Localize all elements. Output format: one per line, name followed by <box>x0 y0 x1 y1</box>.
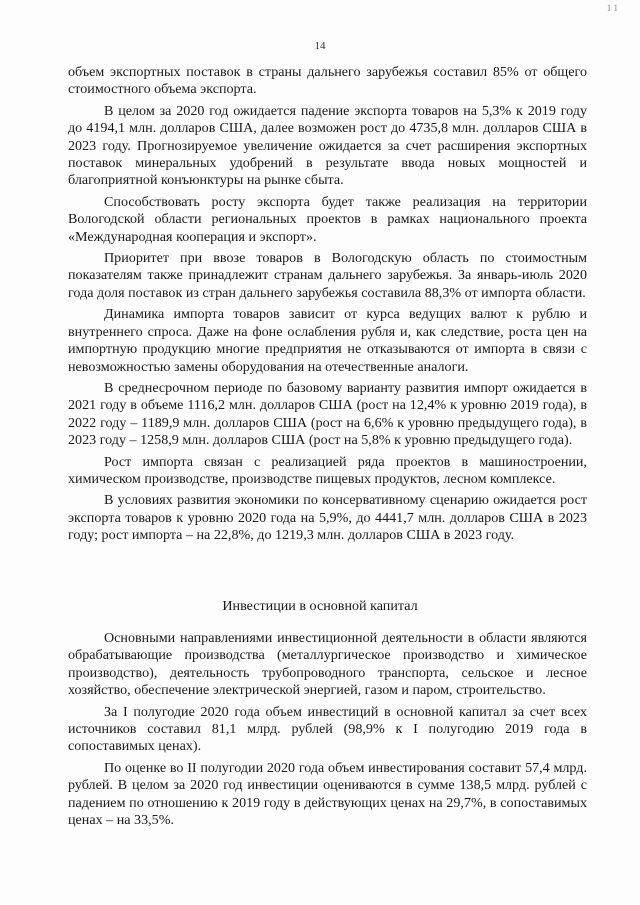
paragraph-investment-h2: По оценке во II полугодии 2020 года объем инвестирования составит 57,4 млрд. рублей. В целом за 2020 год инвестиции оцениваются в сумме 138,5 млрд. рублей с падением по отношению к 2019 году в действующих ценах на 29,7%, в сопоставимых ценах – на 33,5%. <box>68 759 587 829</box>
paragraph-import-priority: Приоритет при ввозе товаров в Вологодскую область по стоимостным показателям также принадлежит странам дальнего зарубежья. За январь-июль 2020 года доля поставок из стран дальнего зарубежья составила 88,3% от импорта области. <box>68 250 587 301</box>
upper-text-block <box>68 64 587 549</box>
paragraph-investment-directions: Основными направлениями инвестиционной деятельности в области являются обрабатывающие производства (металлургическое производство и химическое производство), деятельность трубопроводного транспорта, сельское и лесное хозяйство, обеспечение электрической энергией, газом и паром, строительство. <box>68 630 587 699</box>
paragraph-import-dynamics: Динамика импорта товаров зависит от курса ведущих валют к рублю и внутреннего спроса. Даже на фоне ослабления рубля и, как следствие, роста цен на импортную продукцию многие предприятия не отказываются от импорта в связи с невозможностью замены оборудования на отечественные аналоги. <box>68 306 587 375</box>
paragraph-export-projects: Способствовать росту экспорта будет также реализация на территории Вологодской области региональных проектов в рамках национального проекта «Международная кооперация и экспорт». <box>68 193 587 245</box>
paragraph-export-forecast: В целом за 2020 год ожидается падение экспорта товаров на 5,3% к 2019 году до 4194,1 млн. долларов США, далее возможен рост до 4735,8 млн. долларов США в 2023 году. Прогнозируемое увеличение ожидается за счет расширения экспортных поставок минеральных удобрений в результате ввода новых мощностей и благоприятной конъюнктуры на рынке сбыта. <box>68 102 587 189</box>
paragraph-investment-h1: За I полугодие 2020 года объем инвестиций в основной капитал за счет всех источников составил 81,1 млрд. рублей (98,9% к I полугодию 2019 года в сопоставимых ценах). <box>68 703 587 755</box>
corner-mark: 1 1 <box>606 3 618 13</box>
section-heading: Инвестиции в основной капитал <box>222 598 418 614</box>
paragraph-import-forecast: В среднесрочном периоде по базовому варианту развития импорт ожидается в 2021 году в объеме 1116,2 млн. долларов США (рост на 12,4% к уровню 2019 года), в 2022 году – 1189,9 млн. долларов США (рост на 6,6% к уровню предыдущего года), в 2023 году – 1258,9 млн. долларов США (рост на 5,8% к уровню предыдущего года). <box>68 379 587 449</box>
paragraph-conservative-scenario: В условиях развития экономики по консервативному сценарию ожидается рост экспорта товаров к уровню 2020 года на 5,9%, до 4441,7 млн. долларов США в 2023 году; рост импорта – на 22,8%, до 1219,3 млн. долларов США в 2023 году. <box>68 492 587 544</box>
lower-text-block <box>68 630 587 833</box>
paragraph-export-share: объем экспортных поставок в страны дальнего зарубежья составил 85% от общего стоимостного объема экспорта. <box>68 64 587 98</box>
page-number: 14 <box>314 40 326 52</box>
paragraph-import-growth: Рост импорта связан с реализацией ряда проектов в машиностроении, химическом производстве, производстве пищевых продуктов, лесном комплексе. <box>68 453 587 487</box>
